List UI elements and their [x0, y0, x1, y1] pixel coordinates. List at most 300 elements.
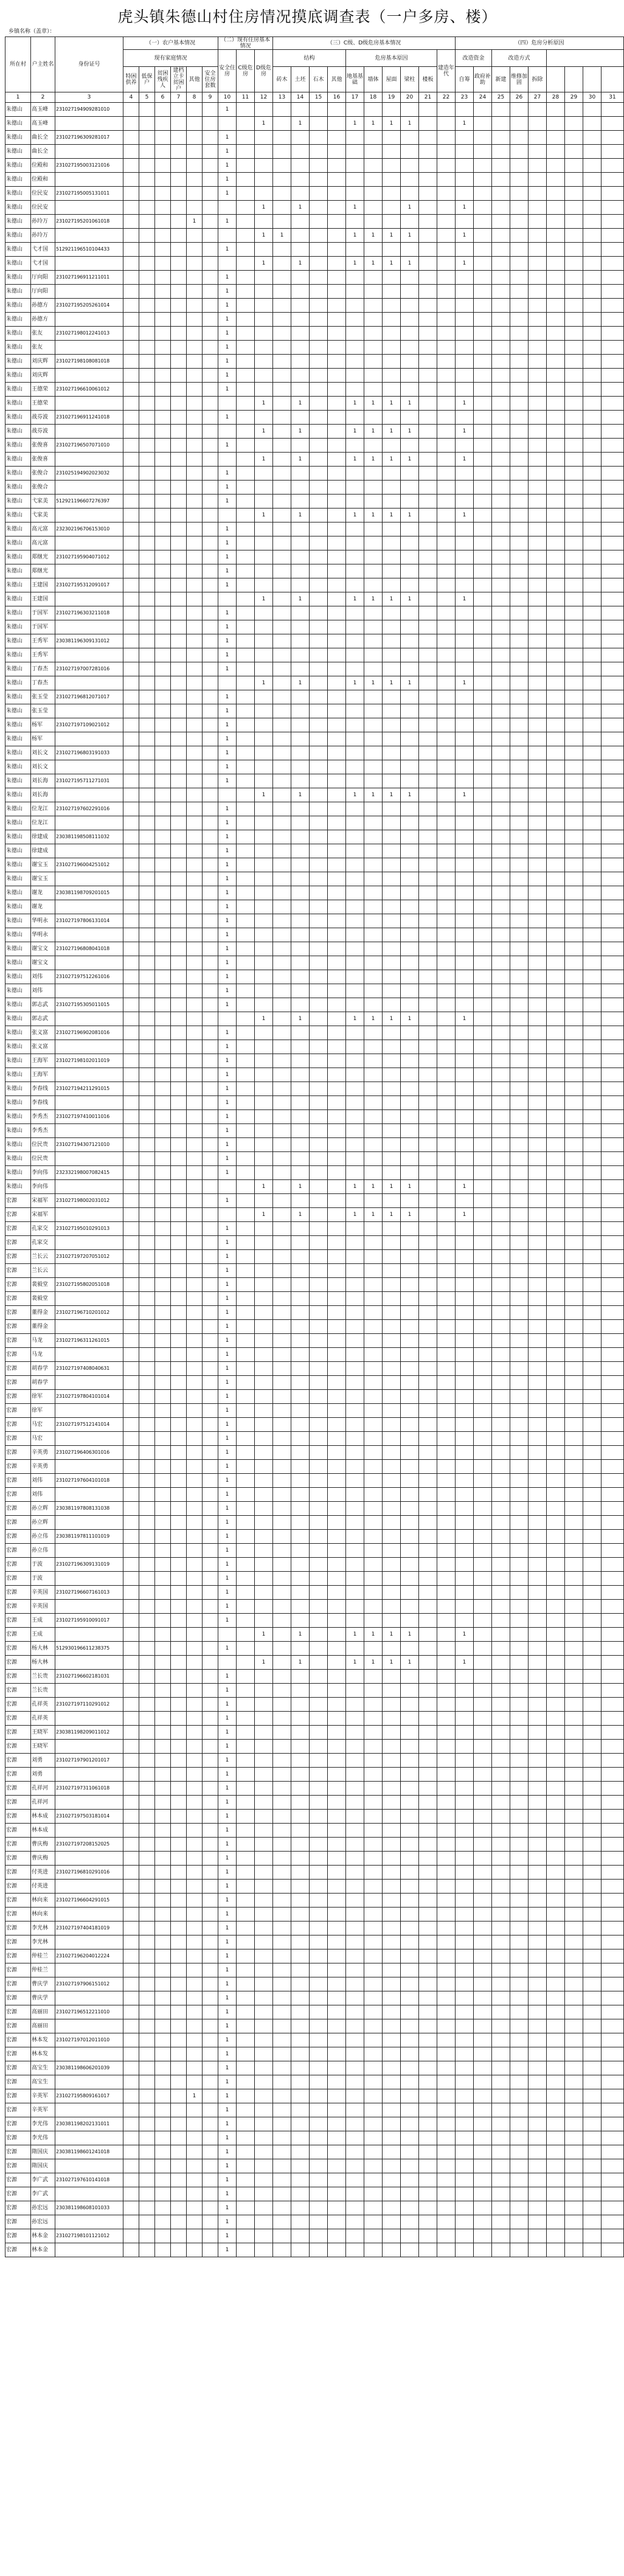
cell-id — [55, 1320, 123, 1334]
cell-col-29 — [565, 1642, 583, 1656]
cell-col-25 — [492, 383, 510, 397]
cell-id: 230381196309131012 — [55, 634, 123, 648]
cell-col-5 — [139, 1124, 155, 1138]
cell-col-13 — [273, 369, 291, 383]
cell-col-12 — [255, 886, 273, 900]
cell-id — [55, 844, 123, 858]
cell-householder: 位龙江 — [31, 802, 55, 816]
cell-col-7 — [171, 1166, 187, 1180]
cell-col-14: 1 — [291, 1208, 310, 1222]
cell-col-25 — [492, 1908, 510, 1922]
cell-col-31 — [601, 718, 624, 732]
cell-col-12 — [255, 1726, 273, 1740]
cell-col-30 — [583, 1866, 601, 1880]
cell-col-30 — [583, 1712, 601, 1726]
cell-col-17 — [346, 1824, 364, 1838]
cell-householder: 位民贵 — [31, 1152, 55, 1166]
cell-col-4 — [123, 103, 139, 117]
cell-col-28 — [547, 1180, 565, 1194]
cell-id: 231027196607161013 — [55, 1586, 123, 1600]
cell-col-15 — [310, 1096, 328, 1110]
cell-col-6 — [155, 1194, 171, 1208]
cell-col-17 — [346, 1754, 364, 1768]
cell-col-10: 1 — [218, 1306, 237, 1320]
cell-col-20 — [401, 1782, 419, 1796]
cell-village: 宏源 — [5, 1306, 31, 1320]
cell-householder: 孔祥英 — [31, 1698, 55, 1712]
cell-col-4 — [123, 1642, 139, 1656]
cell-col-12 — [255, 564, 273, 578]
cell-col-19 — [383, 1740, 401, 1754]
cell-village: 宏源 — [5, 1586, 31, 1600]
column-number: 12 — [255, 92, 273, 103]
cell-col-9 — [203, 2187, 218, 2201]
cell-col-19 — [383, 1949, 401, 1963]
cell-col-23 — [456, 187, 474, 201]
cell-col-24 — [474, 1628, 492, 1642]
cell-village: 朱德山 — [5, 425, 31, 439]
cell-id: 512921196607276397 — [55, 495, 123, 509]
cell-col-22 — [437, 285, 456, 299]
cell-col-9 — [203, 522, 218, 536]
cell-col-19 — [383, 1390, 401, 1404]
table-row — [5, 2061, 624, 2075]
cell-col-23 — [456, 1488, 474, 1502]
cell-col-9 — [203, 1362, 218, 1376]
cell-col-17: 1 — [346, 397, 364, 411]
cell-col-12 — [255, 998, 273, 1012]
cell-col-5 — [139, 1866, 155, 1880]
cell-col-8 — [187, 1712, 203, 1726]
cell-col-6 — [155, 1754, 171, 1768]
cell-col-19 — [383, 2145, 401, 2159]
cell-col-13 — [273, 816, 291, 830]
table-row — [5, 1698, 624, 1712]
cell-id — [55, 1908, 123, 1922]
cell-col-8 — [187, 1194, 203, 1208]
cell-col-8 — [187, 970, 203, 984]
cell-col-4 — [123, 1110, 139, 1124]
cell-householder: 孔祥英 — [31, 1712, 55, 1726]
cell-col-25 — [492, 1110, 510, 1124]
cell-col-30 — [583, 1600, 601, 1614]
cell-col-25 — [492, 1502, 510, 1516]
cell-col-16 — [328, 1376, 346, 1390]
cell-col-5 — [139, 1460, 155, 1474]
cell-village: 宏源 — [5, 1446, 31, 1460]
cell-col-11 — [237, 2117, 255, 2131]
cell-col-30 — [583, 1544, 601, 1558]
cell-col-16 — [328, 355, 346, 369]
cell-id: 231027198101121012 — [55, 2229, 123, 2243]
cell-col-18: 1 — [364, 509, 383, 522]
table-row — [5, 2019, 624, 2033]
cell-col-13 — [273, 313, 291, 327]
cell-village: 宏源 — [5, 1516, 31, 1530]
cell-col-31 — [601, 1068, 624, 1082]
cell-col-26 — [510, 1474, 529, 1488]
cell-col-5 — [139, 690, 155, 704]
cell-col-26 — [510, 299, 529, 313]
cell-col-23 — [456, 1880, 474, 1894]
cell-col-31 — [601, 397, 624, 411]
cell-col-5 — [139, 1334, 155, 1348]
cell-col-16 — [328, 1516, 346, 1530]
cell-col-14 — [291, 2229, 310, 2243]
cell-col-28 — [547, 942, 565, 956]
cell-col-27 — [529, 1726, 547, 1740]
cell-col-20 — [401, 1810, 419, 1824]
cell-col-31 — [601, 1376, 624, 1390]
cell-col-11 — [237, 760, 255, 774]
cell-col-11 — [237, 802, 255, 816]
cell-village: 朱德山 — [5, 1040, 31, 1054]
cell-col-7 — [171, 564, 187, 578]
cell-col-31 — [601, 1852, 624, 1866]
cell-village: 宏源 — [5, 2229, 31, 2243]
cell-col-25 — [492, 522, 510, 536]
cell-col-26 — [510, 970, 529, 984]
cell-col-25 — [492, 1348, 510, 1362]
cell-col-29 — [565, 1124, 583, 1138]
cell-col-22 — [437, 1180, 456, 1194]
cell-col-31 — [601, 690, 624, 704]
cell-col-7 — [171, 2019, 187, 2033]
cell-col-19: 1 — [383, 1628, 401, 1642]
cell-col-30 — [583, 1991, 601, 2005]
cell-col-15 — [310, 1684, 328, 1698]
cell-col-8 — [187, 439, 203, 453]
cell-col-17 — [346, 299, 364, 313]
cell-col-23 — [456, 1949, 474, 1963]
cell-col-9 — [203, 788, 218, 802]
cell-col-20 — [401, 2019, 419, 2033]
cell-col-21 — [419, 1516, 437, 1530]
cell-col-7 — [171, 173, 187, 187]
cell-col-16 — [328, 1922, 346, 1935]
cell-col-10: 1 — [218, 1782, 237, 1796]
cell-col-28 — [547, 131, 565, 145]
cell-col-30 — [583, 2145, 601, 2159]
cell-col-31 — [601, 2061, 624, 2075]
cell-col-21 — [419, 1880, 437, 1894]
cell-col-13 — [273, 1852, 291, 1866]
cell-col-9 — [203, 117, 218, 131]
cell-col-19 — [383, 1306, 401, 1320]
table-row — [5, 1138, 624, 1152]
cell-col-6 — [155, 998, 171, 1012]
cell-col-9 — [203, 215, 218, 229]
cell-col-17 — [346, 355, 364, 369]
cell-col-25 — [492, 495, 510, 509]
cell-id: 230381197808131038 — [55, 1502, 123, 1516]
cell-col-24 — [474, 858, 492, 872]
cell-id: 231027197012011010 — [55, 2033, 123, 2047]
cell-col-13 — [273, 1880, 291, 1894]
cell-col-8 — [187, 1152, 203, 1166]
cell-col-20 — [401, 1516, 419, 1530]
cell-col-31 — [601, 2033, 624, 2047]
cell-col-29 — [565, 2215, 583, 2229]
cell-col-20: 1 — [401, 788, 419, 802]
cell-col-23 — [456, 1866, 474, 1880]
table-row — [5, 956, 624, 970]
cell-col-16 — [328, 1222, 346, 1236]
cell-col-21 — [419, 271, 437, 285]
cell-col-21 — [419, 1124, 437, 1138]
cell-col-24 — [474, 355, 492, 369]
cell-village: 宏源 — [5, 1432, 31, 1446]
cell-col-13 — [273, 1628, 291, 1642]
cell-col-21 — [419, 1194, 437, 1208]
cell-col-24 — [474, 690, 492, 704]
cell-col-21 — [419, 578, 437, 592]
cell-col-22 — [437, 1935, 456, 1949]
cell-col-5 — [139, 1502, 155, 1516]
cell-col-27 — [529, 704, 547, 718]
cell-col-31 — [601, 1586, 624, 1600]
cell-col-17: 1 — [346, 117, 364, 131]
cell-col-24 — [474, 215, 492, 229]
cell-col-30 — [583, 1530, 601, 1544]
cell-col-19 — [383, 1054, 401, 1068]
cell-id — [55, 788, 123, 802]
cell-col-24 — [474, 718, 492, 732]
cell-col-11 — [237, 1684, 255, 1698]
cell-householder: 刘伟 — [31, 970, 55, 984]
cell-col-22 — [437, 425, 456, 439]
cell-col-30 — [583, 1558, 601, 1572]
cell-id: 231027194909281010 — [55, 103, 123, 117]
cell-village: 宏源 — [5, 1558, 31, 1572]
cell-col-7 — [171, 1096, 187, 1110]
cell-col-17: 1 — [346, 229, 364, 243]
cell-col-10: 1 — [218, 1698, 237, 1712]
cell-id — [55, 1488, 123, 1502]
cell-col-16 — [328, 886, 346, 900]
cell-col-17 — [346, 187, 364, 201]
cell-col-10: 1 — [218, 1908, 237, 1922]
cell-col-31 — [601, 1684, 624, 1698]
cell-id: 231027196610061012 — [55, 383, 123, 397]
cell-col-14: 1 — [291, 453, 310, 467]
cell-col-6 — [155, 1320, 171, 1334]
cell-col-30 — [583, 2201, 601, 2215]
cell-col-13 — [273, 159, 291, 173]
cell-col-27 — [529, 1404, 547, 1418]
cell-householder: 高丽田 — [31, 2019, 55, 2033]
cell-col-27 — [529, 1544, 547, 1558]
cell-col-17: 1 — [346, 1012, 364, 1026]
cell-col-12 — [255, 1544, 273, 1558]
cell-col-13 — [273, 886, 291, 900]
cell-col-16 — [328, 760, 346, 774]
cell-col-25 — [492, 984, 510, 998]
cell-col-24 — [474, 1138, 492, 1152]
cell-col-13 — [273, 620, 291, 634]
cell-col-23 — [456, 1642, 474, 1656]
cell-col-17 — [346, 634, 364, 648]
table-row — [5, 369, 624, 383]
cell-col-12 — [255, 550, 273, 564]
cell-col-8 — [187, 1096, 203, 1110]
cell-col-4 — [123, 229, 139, 243]
cell-col-20: 1 — [401, 229, 419, 243]
cell-col-31 — [601, 1278, 624, 1292]
cell-col-28 — [547, 2103, 565, 2117]
cell-col-10: 1 — [218, 690, 237, 704]
cell-col-18 — [364, 634, 383, 648]
cell-col-18 — [364, 2173, 383, 2187]
cell-col-9 — [203, 2145, 218, 2159]
cell-col-27 — [529, 117, 547, 131]
cell-col-7 — [171, 1348, 187, 1362]
cell-col-12 — [255, 313, 273, 327]
cell-col-13 — [273, 1698, 291, 1712]
cell-col-11 — [237, 900, 255, 914]
cell-col-30 — [583, 1166, 601, 1180]
cell-col-13 — [273, 1446, 291, 1460]
cell-col-17 — [346, 1236, 364, 1250]
cell-col-7 — [171, 453, 187, 467]
cell-village: 朱德山 — [5, 564, 31, 578]
cell-col-15 — [310, 788, 328, 802]
cell-village: 朱德山 — [5, 509, 31, 522]
cell-col-18 — [364, 1488, 383, 1502]
cell-col-17 — [346, 173, 364, 187]
cell-col-19 — [383, 998, 401, 1012]
cell-col-5 — [139, 201, 155, 215]
cell-col-23 — [456, 1432, 474, 1446]
cell-col-28 — [547, 1866, 565, 1880]
cell-col-4 — [123, 481, 139, 495]
cell-col-24 — [474, 201, 492, 215]
cell-col-13 — [273, 257, 291, 271]
cell-col-12: 1 — [255, 1628, 273, 1642]
cell-village: 朱德山 — [5, 201, 31, 215]
cell-col-26 — [510, 1278, 529, 1292]
cell-col-4 — [123, 1432, 139, 1446]
cell-col-25 — [492, 411, 510, 425]
cell-col-16 — [328, 2229, 346, 2243]
cell-col-17 — [346, 1096, 364, 1110]
cell-col-31 — [601, 1880, 624, 1894]
cell-col-18 — [364, 1068, 383, 1082]
cell-col-28 — [547, 1684, 565, 1698]
cell-col-7 — [171, 1684, 187, 1698]
cell-col-30 — [583, 1068, 601, 1082]
cell-col-24 — [474, 620, 492, 634]
cell-col-23 — [456, 495, 474, 509]
cell-col-13 — [273, 830, 291, 844]
cell-village: 宏源 — [5, 2187, 31, 2201]
cell-id — [55, 1824, 123, 1838]
cell-col-24 — [474, 760, 492, 774]
cell-col-21 — [419, 718, 437, 732]
cell-village: 宏源 — [5, 2061, 31, 2075]
cell-col-16 — [328, 383, 346, 397]
cell-col-27 — [529, 1362, 547, 1376]
cell-id: 231027197806131014 — [55, 914, 123, 928]
cell-col-30 — [583, 229, 601, 243]
cell-householder: 孙宏远 — [31, 2201, 55, 2215]
cell-col-13 — [273, 1432, 291, 1446]
cell-col-23 — [456, 1250, 474, 1264]
cell-col-5 — [139, 900, 155, 914]
cell-col-5 — [139, 1320, 155, 1334]
cell-col-6 — [155, 886, 171, 900]
cell-col-6 — [155, 103, 171, 117]
cell-col-25 — [492, 481, 510, 495]
cell-col-8 — [187, 1544, 203, 1558]
cell-col-12 — [255, 984, 273, 998]
cell-col-16 — [328, 2243, 346, 2257]
cell-col-31 — [601, 2047, 624, 2061]
cell-col-20 — [401, 1502, 419, 1516]
table-row — [5, 1852, 624, 1866]
cell-col-25 — [492, 1558, 510, 1572]
cell-id: 231027195003121016 — [55, 159, 123, 173]
cell-col-11 — [237, 956, 255, 970]
township-label — [9, 27, 55, 35]
cell-col-27 — [529, 1012, 547, 1026]
cell-col-26 — [510, 2145, 529, 2159]
cell-col-18 — [364, 760, 383, 774]
cell-col-26 — [510, 173, 529, 187]
cell-col-11 — [237, 1502, 255, 1516]
cell-col-20 — [401, 313, 419, 327]
cell-col-22 — [437, 1348, 456, 1362]
cell-id: 231027195201061018 — [55, 215, 123, 229]
cell-col-28 — [547, 1894, 565, 1908]
cell-col-29 — [565, 788, 583, 802]
cell-col-17 — [346, 662, 364, 676]
cell-col-15 — [310, 1222, 328, 1236]
cell-col-15 — [310, 201, 328, 215]
cell-id: 231027197901201017 — [55, 1754, 123, 1768]
cell-col-27 — [529, 942, 547, 956]
cell-col-29 — [565, 397, 583, 411]
cell-col-10: 1 — [218, 1292, 237, 1306]
cell-col-14 — [291, 1446, 310, 1460]
cell-col-20 — [401, 564, 419, 578]
cell-col-15 — [310, 1306, 328, 1320]
cell-col-10: 1 — [218, 1586, 237, 1600]
cell-col-10 — [218, 425, 237, 439]
cell-col-10: 1 — [218, 648, 237, 662]
cell-col-6 — [155, 1642, 171, 1656]
cell-col-26 — [510, 1544, 529, 1558]
cell-col-4 — [123, 1012, 139, 1026]
cell-col-18 — [364, 1740, 383, 1754]
cell-col-14 — [291, 1977, 310, 1991]
col-rebuild: 新建 — [492, 67, 510, 92]
column-number: 25 — [492, 92, 510, 103]
cell-col-8 — [187, 914, 203, 928]
table-row — [5, 1796, 624, 1810]
cell-col-7 — [171, 1124, 187, 1138]
cell-id — [55, 2047, 123, 2061]
cell-col-14 — [291, 1586, 310, 1600]
cell-col-15 — [310, 243, 328, 257]
cell-col-19 — [383, 1726, 401, 1740]
cell-col-24 — [474, 2061, 492, 2075]
cell-householder: 张玉莹 — [31, 704, 55, 718]
cell-col-23 — [456, 1040, 474, 1054]
cell-col-9 — [203, 2215, 218, 2229]
cell-col-16 — [328, 522, 346, 536]
cell-col-7 — [171, 634, 187, 648]
